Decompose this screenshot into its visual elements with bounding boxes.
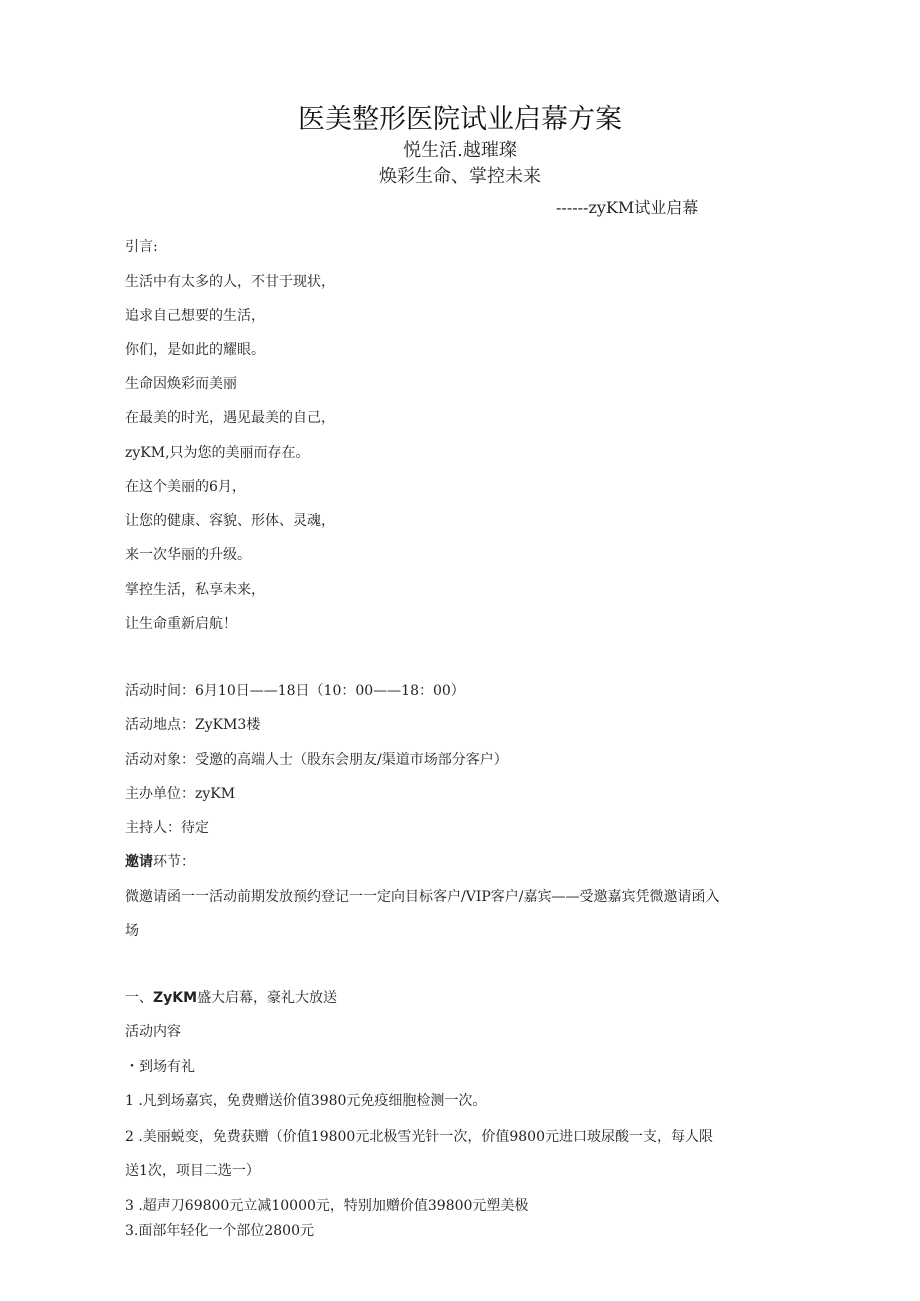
invite-description: 微邀请函一一活动前期发放预约登记一一定向目标客户/VIP客户/嘉宾——受邀嘉宾凭微邀请函入 [125, 889, 720, 905]
activity-content-label: 活动内容 [125, 1024, 181, 1040]
section-1-rest: 盛大启幕，豪礼大放送 [197, 990, 338, 1006]
invite-description-cont: 场 [125, 923, 139, 939]
intro-line: 掌控生活，私享未来， [125, 582, 265, 598]
offer-item-2-cont: 送1次，项目二选一） [125, 1163, 260, 1179]
document-title: 医美整形医院试业启幕方案 [298, 104, 622, 135]
subtitle-slogan-1: 悦生活.越璀璨 [403, 140, 517, 161]
offer-item-3: 3 .超声刀69800元立减10000元，特别加赠价值39800元塑美极 [125, 1198, 529, 1214]
invite-heading-bold: 邀请 [125, 854, 153, 870]
activity-place: 活动地点：ZyKM3楼 [125, 717, 261, 733]
intro-line: 你们，是如此的耀眼。 [125, 342, 265, 358]
invite-heading [125, 851, 195, 871]
signature-line: ------zyKM试业启幕 [556, 198, 699, 217]
section-1-heading [125, 987, 337, 1007]
intro-line: 让生命重新启航！ [125, 616, 237, 632]
intro-heading: 引言: [125, 239, 158, 255]
subtitle-slogan-2: 焕彩生命、掌控未来 [379, 166, 541, 187]
intro-line: 来一次华丽的升级。 [125, 547, 251, 563]
intro-line: 在最美的时光，遇见最美的自己， [125, 410, 335, 426]
intro-line: 生命因焕彩而美丽 [125, 376, 237, 392]
intro-line: 追求自己想要的生活， [125, 308, 265, 324]
offer-item-4: 3.面部年轻化一个部位2800元 [125, 1223, 314, 1239]
offer-item-2: 2 .美丽蜕变，免费获赠（价值19800元北极雪光针一次，价值9800元进口玻尿酸一支，每人限 [125, 1129, 713, 1145]
intro-line: 在这个美丽的6月， [125, 479, 246, 495]
host-unit: 主办单位：zyKM [125, 786, 236, 802]
host-person: 主持人：待定 [125, 820, 209, 836]
activity-target: 活动对象：受邀的高端人士（股东会朋友/渠道市场部分客户） [125, 752, 508, 768]
intro-line: zyKM,只为您的美丽而存在。 [125, 445, 310, 461]
offer-item-1: 1 .凡到场嘉宾，免费赠送价值3980元免疫细胞检测一次。 [125, 1093, 487, 1109]
intro-line: 让您的健康、容貌、形体、灵魂， [125, 513, 335, 529]
intro-line: 生活中有太多的人，不甘于现状， [125, 274, 335, 290]
bullet-arrival-gift: ・到场有礼 [125, 1059, 195, 1075]
section-1-prefix: 一、 [125, 990, 153, 1006]
activity-time: 活动时间：6月10日——18日（10：00——18：00） [125, 683, 465, 699]
section-1-brand: ZyKM [153, 990, 198, 1006]
invite-heading-rest: 环节： [153, 854, 195, 870]
